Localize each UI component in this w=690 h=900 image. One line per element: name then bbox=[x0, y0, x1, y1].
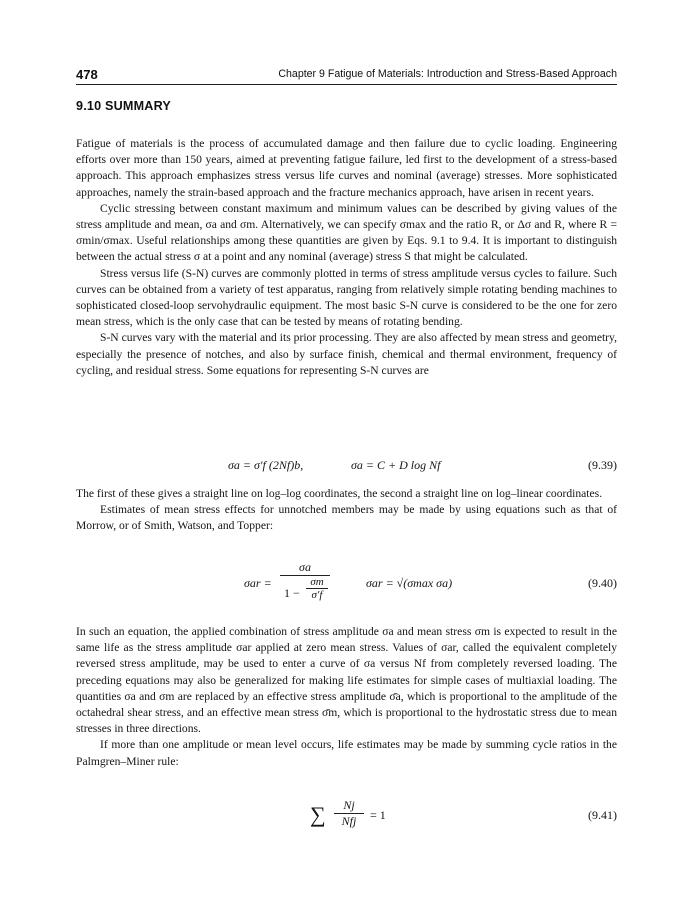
eq41-denominator: Nfj bbox=[341, 814, 357, 828]
eq39-label: (9.39) bbox=[588, 458, 617, 472]
paragraph-5: The first of these gives a straight line on log–log coordinates, the second a straight line on log–linear coordinates. bbox=[76, 487, 603, 500]
eq39-basquin: σa = σ′f (2Nf)b, bbox=[228, 458, 304, 472]
paragraph-3: Stress versus life (S-N) curves are commonly plotted in terms of stress amplitude versus cycles to failure. Such curves can be obtained from a variety of test apparatus, ranging from relatively simple rotating bending machines to sophisticated closed-loop servohydraulic equipment. The most basic S-N curve is considered to be the one for zero mean stress, which is the only case that can be tested by means of rotating bending. bbox=[76, 266, 617, 329]
chapter-title: Chapter 9 Fatigue of Materials: Introduction and Stress-Based Approach bbox=[278, 68, 617, 80]
eq40-den-num: σm bbox=[306, 576, 328, 589]
equation-9-40 bbox=[76, 560, 617, 620]
header-rule bbox=[76, 84, 617, 85]
eq41-sum: ∑ bbox=[310, 802, 326, 827]
eq40-numerator: σa bbox=[280, 560, 330, 576]
body-text-block-1 bbox=[76, 136, 617, 379]
paragraph-6: Estimates of mean stress effects for unnotched members may be made by using equations such as that of Morrow, or of Smith, Watson, and Topper: bbox=[76, 503, 617, 533]
eq40-label: (9.40) bbox=[588, 576, 617, 590]
equation-9-41 bbox=[76, 798, 617, 838]
eq41-label: (9.41) bbox=[588, 808, 617, 822]
paragraph-8: If more than one amplitude or mean level occurs, life estimates may be made by summing cycle ratios in the Palmgren–Miner rule: bbox=[76, 738, 617, 768]
section-heading: 9.10 SUMMARY bbox=[76, 99, 172, 113]
paragraph-4: S-N curves vary with the material and its prior processing. They are also affected by mean stress and geometry, especially the presence of notches, and also by surface finish, chemical and thermal environment, frequency of cycling, and residual stress. Some equations for representing S-N curves are bbox=[76, 331, 617, 377]
eq40-swt: σar = √(σmax σa) bbox=[366, 576, 453, 590]
eq40-den-one-minus: 1 − bbox=[284, 586, 300, 600]
eq39-loglinear: σa = C + D log Nf bbox=[351, 458, 441, 472]
eq41-rhs: = 1 bbox=[370, 808, 386, 822]
paragraph-1: Fatigue of materials is the process of accumulated damage and then failure due to cyclic loading. Engineering efforts over more than 150 years, aimed at preventing fatigue failure, led first to the development of a stress-based approach. This approach emphasizes stress versus life curves and nominal (average) stresses. More sophisticated approaches, namely the strain-based approach and the fracture mechanics approach, have arisen in recent years. bbox=[76, 137, 617, 199]
eq41-numerator: Nj bbox=[334, 798, 364, 814]
paragraph-7: In such an equation, the applied combination of stress amplitude σa and mean stress σm is expected to result in the same life as the stress amplitude σar applied at zero mean stress. Values of σar, called the equivalent completely reversed stress amplitude, may be used to enter a curve of σa versus Nf from completely reversed loading. The preceding equations may also be generalized for making life estimates for simple cases of multiaxial loading. The quantities σa and σm are replaced by an effective stress amplitude σ̄a, which is proportional to the amplitude of the octahedral shear stress, and an effective mean stress σ̄m, which is proportional to the hydrostatic stress due to mean stresses in three directions. bbox=[76, 625, 617, 736]
body-text-block-2 bbox=[76, 486, 617, 535]
eq40-lhs: σar = bbox=[244, 576, 272, 590]
running-header bbox=[76, 67, 617, 85]
eq40-denominator bbox=[280, 576, 330, 614]
page-number: 478 bbox=[76, 67, 98, 82]
paragraph-2: Cyclic stressing between constant maximum and minimum values can be described by giving values of the stress amplitude and mean, σa and σm. Alternatively, we can specify σmax and the ratio R, or Δσ and R, where R = σmin/σmax. Useful relationships among these quantities are given by Eqs. 9.1 to 9.4. It is important to distinguish between the actual stress σ at a point and any nominal (average) stress S that might be calculated. bbox=[76, 201, 617, 264]
eq40-den-den: σ′f bbox=[311, 589, 323, 601]
equation-9-39 bbox=[76, 458, 617, 478]
body-text-block-3 bbox=[76, 624, 617, 770]
